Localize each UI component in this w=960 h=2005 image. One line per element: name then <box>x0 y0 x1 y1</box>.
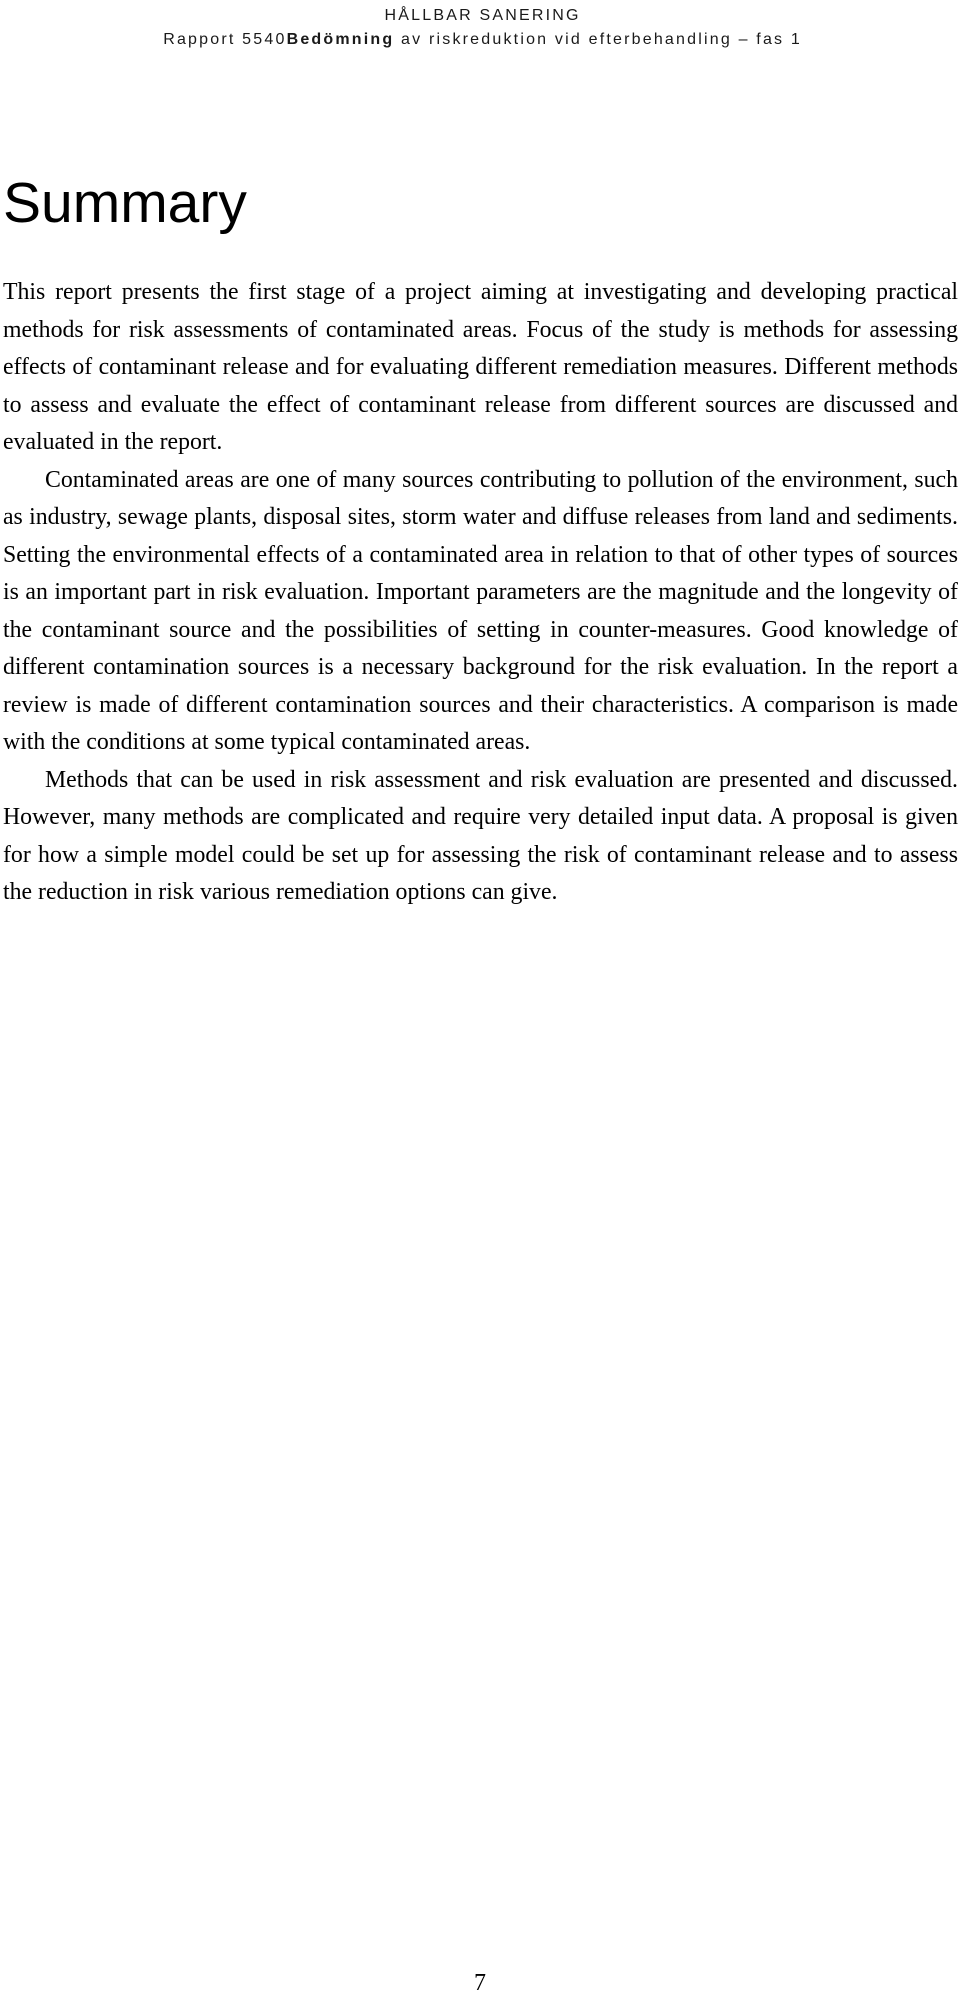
report-number: Rapport 5540 <box>163 31 287 48</box>
paragraph: Methods that can be used in risk assessment and risk evaluation are presented and discussed. However, many methods are complicated and require very detailed input data. A proposal is given for how a simple model could be set up for assessing the risk of contaminant release and to assess the reduction in risk various remediation options can give. <box>3 766 958 905</box>
summary-body <box>3 274 958 912</box>
page-title: Summary <box>3 171 247 235</box>
paragraph: Contaminated areas are one of many sources contributing to pollution of the environment, such as industry, sewage plants, disposal sites, storm water and diffuse releases from land and sediments. Setting the environmental effects of a contaminated area in relation to that of other types of sources is an important part in risk evaluation. Important parameters are the magnitude and the longevity of the contaminant source and the possibilities of setting in counter-measures. Good knowledge of different contamination sources is a necessary background for the risk evaluation. In the report a review is made of different contamination sources and their characteristics. A comparison is made with the conditions at some typical contaminated areas. <box>3 466 958 755</box>
running-header <box>163 4 802 52</box>
report-line <box>163 28 802 52</box>
page-number: 7 <box>474 1970 486 1996</box>
report-subtitle: av riskreduktion vid efterbehandling – fas 1 <box>394 31 802 48</box>
report-title: Bedömning <box>286 31 395 48</box>
report-series: HÅLLBAR SANERING <box>384 7 581 24</box>
paragraph: This report presents the first stage of a project aiming at investigating and developing practical methods for risk assessments of contaminated areas. Focus of the study is methods for assessing effects of contaminant release and for evaluating different remediation measures. Different methods to assess and evaluate the effect of contaminant release from different sources are discussed and evaluated in the report. <box>3 279 958 455</box>
